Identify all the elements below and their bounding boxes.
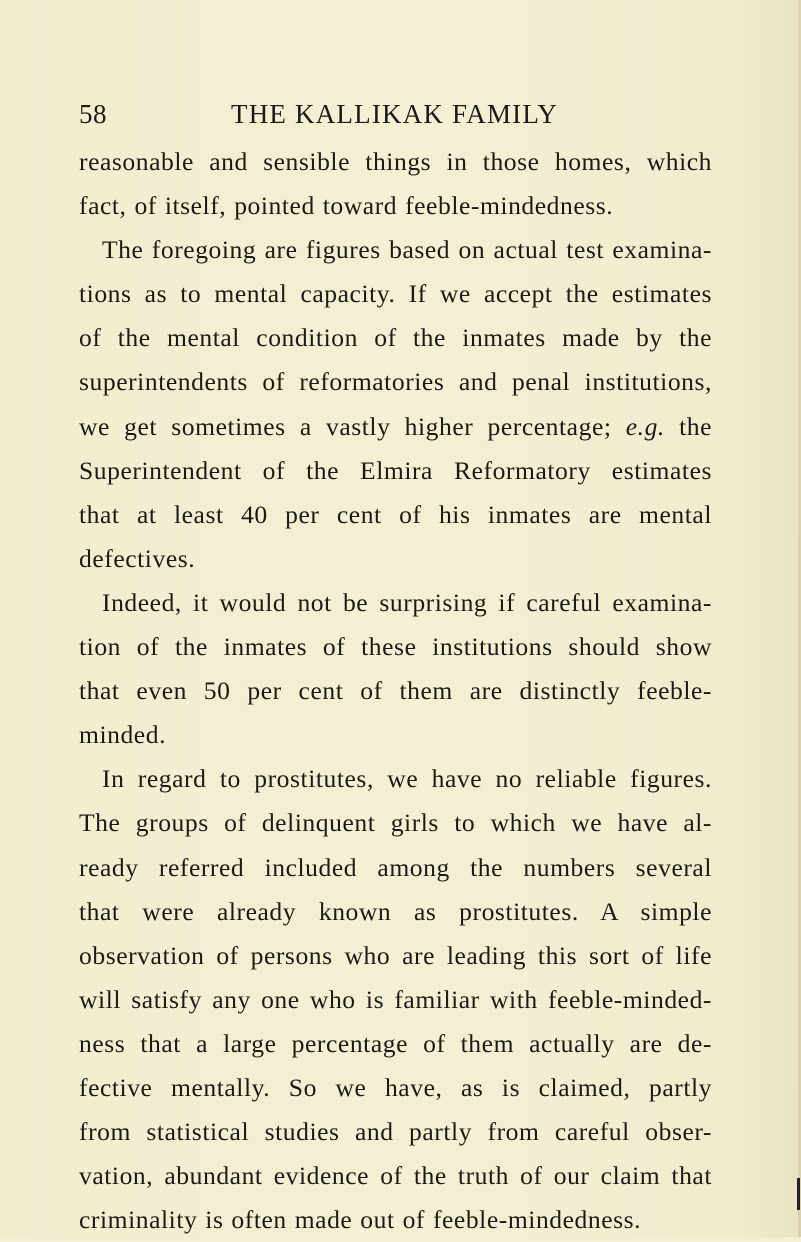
text-line: fact, of itself, pointed toward feeble-mindedness.: [79, 191, 614, 221]
text-segment: we get sometimes a vastly higher percentage;: [79, 411, 626, 441]
running-head: THE KALLIKAK FAMILY: [231, 99, 559, 129]
page-header: [79, 94, 701, 134]
text-line: superintendents of reformatories and penal institutions,: [79, 367, 712, 397]
text-line: In regard to prostitutes, we have no reliable figures.: [102, 764, 712, 794]
text-line: tion of the inmates of these institutions should show: [79, 632, 712, 662]
text-line: The groups of delinquent girls to which we have al-: [79, 808, 712, 838]
text-line: that at least 40 per cent of his inmates are mental: [79, 499, 712, 529]
text-line: that even 50 per cent of them are distinctly feeble-: [79, 676, 712, 706]
text-line: from statistical studies and partly from careful obser-: [79, 1117, 712, 1147]
scan-edge-mark: [797, 1178, 800, 1210]
text-line: that were already known as prostitutes. A simple: [79, 896, 712, 926]
text-line: Superintendent of the Elmira Reformatory estimates: [79, 455, 712, 485]
text-line: Indeed, it would not be surprising if careful examina-: [102, 587, 712, 617]
text-line: The foregoing are figures based on actual test examina-: [102, 235, 712, 265]
text-line: will satisfy any one who is familiar with feeble-minded-: [79, 984, 712, 1014]
text-line: defectives.: [79, 543, 196, 573]
text-segment: the: [664, 411, 712, 441]
text-line: of the mental condition of the inmates made by the: [79, 323, 712, 353]
text-line: vation, abundant evidence of the truth of our claim that: [79, 1161, 712, 1191]
text-line: [79, 405, 712, 449]
text-line: criminality is often made out of feeble-mindedness.: [79, 1205, 642, 1235]
body-text: [79, 140, 712, 1242]
text-line: ready referred included among the numbers several: [79, 852, 712, 882]
page-number: 58: [79, 99, 107, 129]
text-line: minded.: [79, 720, 167, 750]
text-line: reasonable and sensible things in those homes, which: [79, 147, 712, 176]
text-line: observation of persons who are leading this sort of life: [79, 940, 712, 970]
italic-abbreviation: e.g.: [625, 411, 665, 441]
text-line: ness that a large percentage of them actually are de-: [79, 1028, 712, 1058]
text-line: tions as to mental capacity. If we accept the estimates: [79, 279, 712, 309]
text-line: fective mentally. So we have, as is claimed, partly: [79, 1072, 712, 1102]
